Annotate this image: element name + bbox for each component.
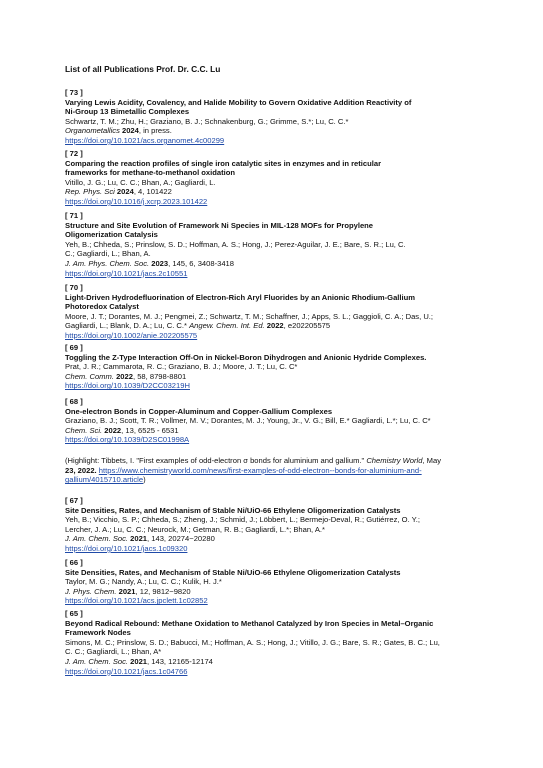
entry-year: 2022	[264, 321, 284, 331]
entry-title: frameworks for methane-to-methanol oxidation	[65, 168, 236, 178]
entry-citation: , 143, 20274−20280	[147, 534, 215, 544]
entry-title: Light-Driven Hydrodefluorination of Electron-Rich Aryl Fluorides by an Anionic Rhodium-Gallium	[65, 292, 416, 302]
entry-authors: Schwartz, T. M.; Zhu, H.; Graziano, B. J.; Schnakenburg, G.; Grimme, S.*; Lu, C. C.*	[65, 116, 349, 126]
entry-journal: J. Am. Phys. Chem. Soc.	[65, 258, 150, 268]
entry-number: [ 66 ]	[65, 558, 83, 567]
highlight-link-continued[interactable]: gallium/4015710.article	[65, 475, 144, 485]
entry-authors: Vitillo, J. G.; Lu, C. C.; Bhan, A.; Gagliardi, L.	[65, 177, 216, 187]
publication-entry	[65, 283, 485, 341]
entry-title: Structure and Site Evolution of Framework Ni Species in MIL-128 MOFs for Propylene	[65, 220, 374, 230]
entry-authors: Moore, J. T.; Dorantes, M. J.; Pengmei, Z.; Schwartz, T. M.; Schaffner, J.; Apps, S. L.; Gaggioli, C. A.; Das, U.;	[65, 311, 434, 321]
entry-citation: , 4, 101422	[133, 187, 172, 197]
entry-title: Site Densities, Rates, and Mechanism of Stable Ni/UiO-66 Ethylene Oligomerization Catalysts	[65, 505, 401, 515]
entry-citation: , 143, 12165-12174	[147, 656, 213, 666]
entry-citation: , in press.	[138, 126, 172, 136]
entry-authors: Lercher, J. A.; Lu, C. C.; Neurock, M.; Getman, R. B.; Gagliardi, L.*; Bhan, A.*	[65, 524, 325, 534]
entry-doi-link[interactable]: https://doi.org/10.1016/j.xcrp.2023.101422	[65, 196, 208, 206]
highlight-after-journal: , May	[422, 456, 442, 465]
entry-citation: , 58, 8798-8801	[132, 371, 187, 381]
publication-entry	[65, 397, 485, 445]
entry-title: Site Densities, Rates, and Mechanism of Stable Ni/UiO-66 Ethylene Oligomerization Catalysts	[65, 567, 401, 577]
publication-entry	[65, 343, 485, 391]
entry-authors: C.; Gagliardi, L.; Bhan, A.	[65, 249, 151, 259]
highlight-link[interactable]: https://www.chemistryworld.com/news/first-examples-of-odd-electron--bonds-for-aluminium-and-	[98, 465, 422, 475]
entry-number: [ 69 ]	[65, 343, 83, 352]
entry-citation: , e202205575	[283, 321, 331, 331]
entry-citation: , 145, 6, 3408-3418	[168, 258, 235, 268]
entry-number: [ 67 ]	[65, 496, 83, 505]
entry-year: 2022	[102, 425, 122, 435]
entry-doi-link[interactable]: https://doi.org/10.1021/jacs.1c04766	[65, 666, 188, 676]
entry-title: Oligomerization Catalysis	[65, 230, 158, 240]
publication-entry	[65, 496, 485, 554]
entry-year: 2021	[128, 656, 148, 666]
entry-year: 2021	[128, 534, 148, 544]
entry-journal: Chem. Sci.	[65, 425, 103, 435]
entry-title: Ni-Group 13 Bimetallic Complexes	[65, 107, 190, 117]
publication-entry	[65, 88, 485, 146]
entry-title: Toggling the Z-Type Interaction Off-On in Nickel-Boron Dihydrogen and Anionic Hydride Complexes.	[65, 352, 427, 362]
entry-journal: Angew. Chem. Int. Ed.	[189, 321, 265, 331]
publication-entry	[65, 149, 485, 207]
entry-authors: C. C.; Gagliardi, L.; Bhan, A*	[65, 647, 162, 657]
publication-entry	[65, 558, 485, 606]
entry-authors: Yeh, B.; Chheda, S.; Prinslow, S. D.; Hoffman, A. S.; Hong, J.; Perez-Aguilar, J. E.; Bare, S. R.; Lu, C.	[65, 239, 406, 249]
highlight-journal: Chemistry World	[366, 456, 423, 465]
entry-year: 2021	[116, 586, 136, 596]
entry-doi-link[interactable]: https://doi.org/10.1002/anie.202205575	[65, 330, 198, 340]
entry-number: [ 73 ]	[65, 88, 83, 97]
entry-authors: Yeh, B.; Vicchio, S. P.; Chheda, S.; Zheng, J.; Schmid, J.; Löbbert, L.; Bermejo-Deval, R.; Gutiérrez, O. Y.;	[65, 515, 420, 525]
entry-authors: Prat, J. R.; Cammarota, R. C.; Graziano, B. J.; Moore, J. T.; Lu, C. C*	[65, 362, 298, 372]
publication-entry	[65, 211, 485, 278]
entry-doi-link[interactable]: https://doi.org/10.1021/acs.jpclett.1c02852	[65, 596, 208, 606]
entry-authors: Graziano, B. J.; Scott, T. R.; Vollmer, M. V.; Dorantes, M. J.; Young, Jr., V. G.; Bill, E.* Gagliardi, L.*; Lu, C. C*	[65, 416, 431, 426]
entry-journal: Rep. Phys. Sci	[65, 187, 115, 197]
document-title: List of all Publications Prof. Dr. C.C. Lu	[65, 64, 221, 74]
highlight-note	[65, 456, 485, 485]
entry-authors-tail: Gagliardi, L.; Blank, D. A.; Lu, C. C.*	[65, 321, 190, 331]
entry-doi-link[interactable]: https://doi.org/10.1021/jacs.1c09320	[65, 543, 188, 553]
entry-journal: Organometallics	[65, 126, 120, 136]
entry-number: [ 71 ]	[65, 211, 83, 220]
entry-number: [ 70 ]	[65, 283, 83, 292]
entry-title: Framework Nodes	[65, 628, 131, 638]
entry-citation: , 13, 6525 - 6531	[121, 425, 179, 435]
entry-title: One-electron Bonds in Copper-Aluminum and Copper-Gallium Complexes	[65, 406, 333, 416]
entry-title: Comparing the reaction profiles of single iron catalytic sites in enzymes and in reticular	[65, 158, 382, 168]
entry-year: 2024	[114, 187, 134, 197]
highlight-date: 23, 2022.	[65, 465, 97, 475]
entry-journal: J. Am. Chem. Soc.	[65, 656, 129, 666]
entry-doi-link[interactable]: https://doi.org/10.1039/D2CC03219H	[65, 381, 190, 391]
entry-year: 2023	[149, 258, 169, 268]
entry-number: [ 72 ]	[65, 149, 83, 158]
entry-journal: J. Am. Chem. Soc.	[65, 534, 129, 544]
entry-journal: Chem. Comm.	[65, 371, 114, 381]
publication-entry	[65, 609, 485, 676]
entry-authors: Taylor, M. G.; Nandy, A.; Lu, C. C.; Kulik, H. J.*	[65, 577, 222, 587]
entry-title: Beyond Radical Rebound: Methane Oxidation to Methanol Catalyzed by Iron Species in Metal–Organic	[65, 618, 434, 628]
entry-year: 2022	[113, 371, 133, 381]
entry-title: Varying Lewis Acidity, Covalency, and Halide Mobility to Govern Oxidative Addition Reactivity of	[65, 97, 412, 107]
entry-journal: J. Phys. Chem.	[65, 586, 117, 596]
entry-authors: Simons, M. C.; Prinslow, S. D.; Babucci, M.; Hoffman, A. S.; Hong, J.; Vitillo, J. G.; Bare, S. R.; Gates, B. C.; Lu,	[65, 637, 440, 647]
entry-doi-link[interactable]: https://doi.org/10.1021/acs.organomet.4c00299	[65, 135, 225, 145]
entry-year: 2024	[119, 126, 139, 136]
entry-citation: , 12, 9812−9820	[135, 586, 191, 596]
entry-number: [ 65 ]	[65, 609, 83, 618]
entry-doi-link[interactable]: https://doi.org/10.1021/jacs.2c10551	[65, 268, 188, 278]
entry-doi-link[interactable]: https://doi.org/10.1039/D2SC01998A	[65, 435, 190, 445]
highlight-prefix: (Highlight: Tibbets, I. "First examples of odd-electron σ bonds for aluminium and gallium."	[65, 456, 367, 465]
highlight-close: )	[143, 475, 146, 485]
entry-number: [ 68 ]	[65, 397, 83, 406]
entry-title: Photoredox Catalyst	[65, 302, 139, 312]
